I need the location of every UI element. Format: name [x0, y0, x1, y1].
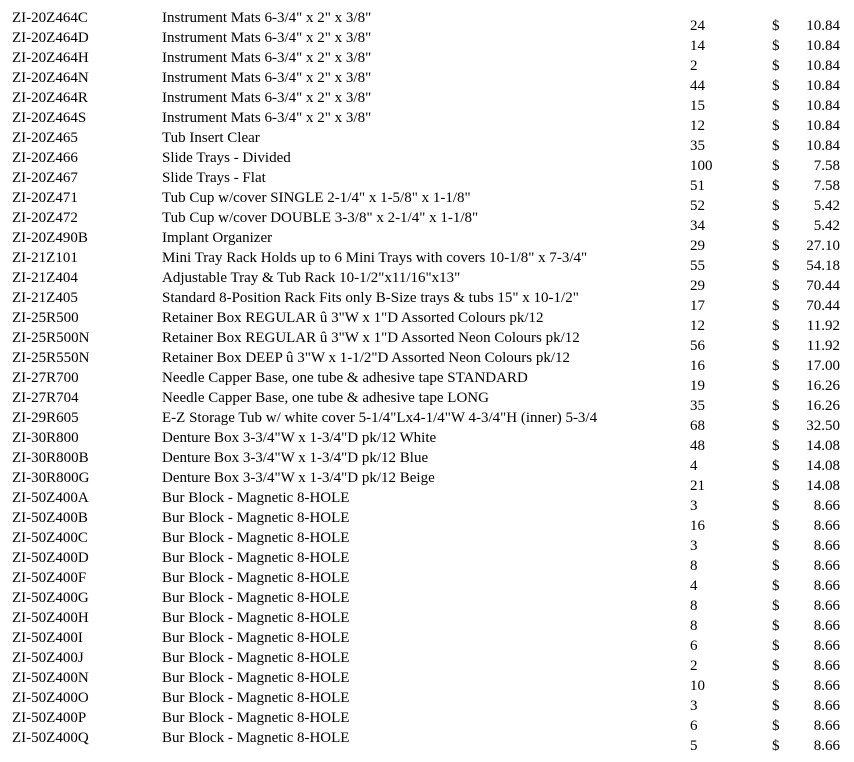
product-description: Instrument Mats 6-3/4" x 2" x 3/8" — [162, 50, 372, 66]
currency-symbol: $ — [772, 78, 780, 94]
currency-symbol: $ — [772, 458, 780, 474]
currency-symbol: $ — [772, 198, 780, 214]
product-code: ZI-50Z400P — [12, 710, 87, 726]
product-code: ZI-50Z400I — [12, 630, 83, 646]
product-code: ZI-27R700 — [12, 370, 79, 386]
quantity: 14 — [690, 38, 705, 54]
quantity: 35 — [690, 398, 705, 414]
product-description: Bur Block - Magnetic 8-HOLE — [162, 730, 350, 746]
product-description: Tub Cup w/cover SINGLE 2-1/4" x 1-5/8" x 1-1/8" — [162, 190, 471, 206]
currency-symbol: $ — [772, 258, 780, 274]
currency-symbol: $ — [772, 18, 780, 34]
currency-symbol: $ — [772, 578, 780, 594]
price: 5.42 — [813, 218, 840, 234]
quantity: 34 — [690, 218, 705, 234]
product-code: ZI-50Z400G — [12, 590, 89, 606]
product-code: ZI-20Z464C — [12, 10, 88, 26]
table-row — [0, 108, 854, 134]
currency-symbol: $ — [772, 398, 780, 414]
product-code: ZI-20Z464N — [12, 70, 89, 86]
table-row — [0, 28, 854, 54]
table-row — [0, 288, 854, 314]
table-row — [0, 588, 854, 614]
quantity: 8 — [690, 598, 698, 614]
currency-symbol: $ — [772, 598, 780, 614]
quantity: 29 — [690, 278, 705, 294]
product-description: Mini Tray Rack Holds up to 6 Mini Trays with covers 10-1/8" x 7-3/4" — [162, 250, 588, 266]
price: 8.66 — [813, 638, 840, 654]
product-code: ZI-50Z400N — [12, 670, 89, 686]
price: 14.08 — [806, 478, 840, 494]
currency-symbol: $ — [772, 738, 780, 754]
product-description: Bur Block - Magnetic 8-HOLE — [162, 530, 350, 546]
product-description: Instrument Mats 6-3/4" x 2" x 3/8" — [162, 90, 372, 106]
currency-symbol: $ — [772, 418, 780, 434]
table-row — [0, 528, 854, 554]
currency-symbol: $ — [772, 318, 780, 334]
table-row — [0, 408, 854, 434]
product-description: Needle Capper Base, one tube & adhesive tape LONG — [162, 390, 489, 406]
price: 10.84 — [806, 138, 840, 154]
currency-symbol: $ — [772, 38, 780, 54]
product-code: ZI-20Z464H — [12, 50, 89, 66]
product-description: Bur Block - Magnetic 8-HOLE — [162, 710, 350, 726]
currency-symbol: $ — [772, 518, 780, 534]
price: 8.66 — [813, 598, 840, 614]
quantity: 8 — [690, 558, 698, 574]
quantity: 3 — [690, 698, 698, 714]
product-code: ZI-29R605 — [12, 410, 79, 426]
table-row — [0, 328, 854, 354]
price: 8.66 — [813, 518, 840, 534]
quantity: 100 — [690, 158, 713, 174]
quantity: 5 — [690, 738, 698, 754]
currency-symbol: $ — [772, 478, 780, 494]
currency-symbol: $ — [772, 238, 780, 254]
product-code: ZI-50Z400J — [12, 650, 84, 666]
price: 14.08 — [806, 438, 840, 454]
product-code: ZI-50Z400H — [12, 610, 89, 626]
product-code: ZI-50Z400C — [12, 530, 88, 546]
price: 70.44 — [806, 278, 840, 294]
quantity: 24 — [690, 18, 705, 34]
price: 10.84 — [806, 118, 840, 134]
price: 7.58 — [813, 158, 840, 174]
quantity: 12 — [690, 318, 705, 334]
price: 8.66 — [813, 498, 840, 514]
currency-symbol: $ — [772, 178, 780, 194]
currency-symbol: $ — [772, 358, 780, 374]
currency-symbol: $ — [772, 138, 780, 154]
product-description: Bur Block - Magnetic 8-HOLE — [162, 610, 350, 626]
product-description: Retainer Box REGULAR û 3"W x 1"D Assorted Colours pk/12 — [162, 310, 544, 326]
price: 16.26 — [806, 398, 840, 414]
product-code: ZI-20Z471 — [12, 190, 78, 206]
quantity: 3 — [690, 498, 698, 514]
currency-symbol: $ — [772, 718, 780, 734]
product-code: ZI-50Z400F — [12, 570, 87, 586]
product-code: ZI-50Z400B — [12, 510, 88, 526]
product-code: ZI-20Z464D — [12, 30, 89, 46]
table-row — [0, 348, 854, 374]
table-row — [0, 428, 854, 454]
quantity: 3 — [690, 538, 698, 554]
currency-symbol: $ — [772, 118, 780, 134]
price: 27.10 — [806, 238, 840, 254]
table-row — [0, 88, 854, 114]
product-description: Adjustable Tray & Tub Rack 10-1/2"x11/16"x13" — [162, 270, 461, 286]
quantity: 16 — [690, 518, 705, 534]
table-row — [0, 48, 854, 74]
product-description: Denture Box 3-3/4"W x 1-3/4"D pk/12 White — [162, 430, 437, 446]
quantity: 12 — [690, 118, 705, 134]
product-code: ZI-21Z404 — [12, 270, 78, 286]
product-code: ZI-25R500 — [12, 310, 79, 326]
table-row — [0, 368, 854, 394]
product-description: Bur Block - Magnetic 8-HOLE — [162, 650, 350, 666]
product-description: Retainer Box REGULAR û 3"W x 1"D Assorted Neon Colours pk/12 — [162, 330, 580, 346]
table-row — [0, 208, 854, 234]
price: 11.92 — [806, 338, 840, 354]
currency-symbol: $ — [772, 58, 780, 74]
table-row — [0, 668, 854, 694]
product-description: Bur Block - Magnetic 8-HOLE — [162, 670, 350, 686]
currency-symbol: $ — [772, 638, 780, 654]
product-code: ZI-50Z400A — [12, 490, 89, 506]
quantity: 55 — [690, 258, 705, 274]
product-code: ZI-50Z400Q — [12, 730, 89, 746]
table-row — [0, 148, 854, 174]
price: 32.50 — [806, 418, 840, 434]
table-row — [0, 608, 854, 634]
price: 7.58 — [813, 178, 840, 194]
product-description: Slide Trays - Divided — [162, 150, 291, 166]
price: 8.66 — [813, 618, 840, 634]
price: 8.66 — [813, 538, 840, 554]
currency-symbol: $ — [772, 278, 780, 294]
product-description: Denture Box 3-3/4"W x 1-3/4"D pk/12 Beige — [162, 470, 435, 486]
price: 5.42 — [813, 198, 840, 214]
table-row — [0, 68, 854, 94]
currency-symbol: $ — [772, 378, 780, 394]
product-description: Bur Block - Magnetic 8-HOLE — [162, 510, 350, 526]
quantity: 2 — [690, 658, 698, 674]
quantity: 6 — [690, 638, 698, 654]
currency-symbol: $ — [772, 698, 780, 714]
price: 70.44 — [806, 298, 840, 314]
product-code: ZI-20Z466 — [12, 150, 78, 166]
price: 14.08 — [806, 458, 840, 474]
product-description: Retainer Box DEEP û 3"W x 1-1/2"D Assorted Neon Colours pk/12 — [162, 350, 571, 366]
currency-symbol: $ — [772, 558, 780, 574]
table-row — [0, 468, 854, 494]
price: 10.84 — [806, 38, 840, 54]
price: 8.66 — [813, 678, 840, 694]
table-row — [0, 548, 854, 574]
currency-symbol: $ — [772, 438, 780, 454]
product-description: Implant Organizer — [162, 230, 273, 246]
product-description: E-Z Storage Tub w/ white cover 5-1/4"Lx4-1/4"W 4-3/4"H (inner) 5-3/4 — [162, 410, 598, 426]
table-row — [0, 268, 854, 294]
table-row — [0, 228, 854, 254]
table-row — [0, 728, 854, 754]
quantity: 2 — [690, 58, 698, 74]
currency-symbol: $ — [772, 338, 780, 354]
price: 11.92 — [806, 318, 840, 334]
table-row — [0, 128, 854, 154]
quantity: 68 — [690, 418, 705, 434]
quantity: 4 — [690, 458, 698, 474]
quantity: 19 — [690, 378, 705, 394]
product-description: Bur Block - Magnetic 8-HOLE — [162, 570, 350, 586]
price: 8.66 — [813, 558, 840, 574]
price: 8.66 — [813, 698, 840, 714]
product-code: ZI-50Z400D — [12, 550, 89, 566]
currency-symbol: $ — [772, 498, 780, 514]
product-description: Tub Cup w/cover DOUBLE 3-3/8" x 2-1/4" x 1-1/8" — [162, 210, 479, 226]
product-code: ZI-30R800G — [12, 470, 90, 486]
product-description: Tub Insert Clear — [162, 130, 260, 146]
quantity: 44 — [690, 78, 705, 94]
currency-symbol: $ — [772, 298, 780, 314]
product-code: ZI-20Z465 — [12, 130, 78, 146]
table-row — [0, 308, 854, 334]
currency-symbol: $ — [772, 158, 780, 174]
currency-symbol: $ — [772, 538, 780, 554]
price: 10.84 — [806, 98, 840, 114]
product-description: Needle Capper Base, one tube & adhesive tape STANDARD — [162, 370, 528, 386]
product-code: ZI-20Z464R — [12, 90, 88, 106]
product-code: ZI-20Z472 — [12, 210, 78, 226]
product-code: ZI-25R550N — [12, 350, 90, 366]
price: 8.66 — [813, 738, 840, 754]
price: 8.66 — [813, 578, 840, 594]
product-description: Bur Block - Magnetic 8-HOLE — [162, 590, 350, 606]
quantity: 51 — [690, 178, 705, 194]
quantity: 48 — [690, 438, 705, 454]
quantity: 10 — [690, 678, 705, 694]
table-row — [0, 508, 854, 534]
product-code: ZI-25R500N — [12, 330, 90, 346]
price: 10.84 — [806, 18, 840, 34]
quantity: 16 — [690, 358, 705, 374]
table-row — [0, 448, 854, 474]
quantity: 4 — [690, 578, 698, 594]
product-description: Bur Block - Magnetic 8-HOLE — [162, 690, 350, 706]
price: 8.66 — [813, 718, 840, 734]
quantity: 21 — [690, 478, 705, 494]
currency-symbol: $ — [772, 618, 780, 634]
price: 16.26 — [806, 378, 840, 394]
currency-symbol: $ — [772, 658, 780, 674]
product-code: ZI-20Z467 — [12, 170, 78, 186]
table-row — [0, 688, 854, 714]
product-code: ZI-21Z405 — [12, 290, 78, 306]
product-description: Bur Block - Magnetic 8-HOLE — [162, 630, 350, 646]
table-row — [0, 648, 854, 674]
quantity: 52 — [690, 198, 705, 214]
table-row — [0, 628, 854, 654]
product-description: Instrument Mats 6-3/4" x 2" x 3/8" — [162, 110, 372, 126]
table-row — [0, 168, 854, 194]
table-row — [0, 568, 854, 594]
product-description: Slide Trays - Flat — [162, 170, 266, 186]
quantity: 56 — [690, 338, 705, 354]
product-description: Bur Block - Magnetic 8-HOLE — [162, 490, 350, 506]
product-code: ZI-30R800B — [12, 450, 89, 466]
table-row — [0, 708, 854, 734]
currency-symbol: $ — [772, 678, 780, 694]
price: 8.66 — [813, 658, 840, 674]
quantity: 29 — [690, 238, 705, 254]
product-code: ZI-27R704 — [12, 390, 79, 406]
product-code: ZI-20Z490B — [12, 230, 88, 246]
quantity: 8 — [690, 618, 698, 634]
quantity: 15 — [690, 98, 705, 114]
product-code: ZI-21Z101 — [12, 250, 78, 266]
quantity: 17 — [690, 298, 705, 314]
quantity: 35 — [690, 138, 705, 154]
product-code: ZI-20Z464S — [12, 110, 87, 126]
product-description: Instrument Mats 6-3/4" x 2" x 3/8" — [162, 30, 372, 46]
product-description: Denture Box 3-3/4"W x 1-3/4"D pk/12 Blue — [162, 450, 429, 466]
currency-symbol: $ — [772, 218, 780, 234]
price: 54.18 — [806, 258, 840, 274]
price: 10.84 — [806, 78, 840, 94]
price: 10.84 — [806, 58, 840, 74]
product-description: Instrument Mats 6-3/4" x 2" x 3/8" — [162, 10, 372, 26]
product-description: Bur Block - Magnetic 8-HOLE — [162, 550, 350, 566]
quantity: 6 — [690, 718, 698, 734]
currency-symbol: $ — [772, 98, 780, 114]
price: 17.00 — [806, 358, 840, 374]
product-code: ZI-50Z400O — [12, 690, 89, 706]
table-row — [0, 8, 854, 34]
table-row — [0, 388, 854, 414]
product-description: Standard 8-Position Rack Fits only B-Size trays & tubs 15" x 10-1/2" — [162, 290, 579, 306]
table-row — [0, 248, 854, 274]
table-row — [0, 188, 854, 214]
product-description: Instrument Mats 6-3/4" x 2" x 3/8" — [162, 70, 372, 86]
product-code: ZI-30R800 — [12, 430, 79, 446]
table-row — [0, 488, 854, 514]
